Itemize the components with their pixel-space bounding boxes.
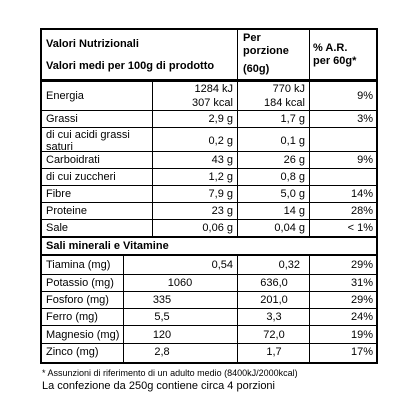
row-v60-fibre: 5,0 g [280, 188, 305, 200]
row-label-energia: Energia [46, 90, 84, 102]
row-ar-carboidrati: 9% [357, 154, 373, 166]
header-subtitle: Valori medi per 100g di prodotto [46, 60, 215, 72]
mineral-v100-zinco: 2,8 [154, 346, 170, 358]
footnote-reference-intake: * Assunzioni di riferimento di un adulto medio (8400kJ/2000kcal) [42, 368, 298, 378]
row-v100-energia-kj: 1284 kJ [194, 83, 233, 95]
divider-after-potassio [40, 291, 378, 292]
header-title: Valori Nutrizionali [46, 38, 139, 50]
divider-after-grassi [40, 127, 378, 128]
row-v100-grassi: 2,9 g [208, 113, 233, 125]
table-border-bottom [40, 362, 378, 364]
mineral-v60-zinco: 1,7 [266, 346, 282, 358]
row-v100-carboidrati: 43 g [211, 154, 233, 166]
row-v100-sale: 0,06 g [202, 222, 233, 234]
row-label-zuccheri: di cui zuccheri [46, 171, 116, 183]
divider-after-tiamina [40, 274, 378, 275]
row-v100-proteine: 23 g [211, 205, 233, 217]
row-label-fibre: Fibre [46, 188, 72, 200]
mineral-v60-fosforo: 201,0 [260, 294, 288, 306]
row-v60-energia-kcal: 184 kcal [264, 97, 305, 109]
header-portion-label-2: porzione [243, 45, 289, 57]
header-ar-label-1: % A.R. [313, 42, 348, 54]
col-divider-m1 [123, 255, 124, 363]
header-divider [40, 79, 378, 82]
row-v60-zuccheri: 0,8 g [280, 171, 305, 183]
col-divider-3 [309, 28, 310, 237]
row-v60-grassi: 1,7 g [280, 113, 305, 125]
mineral-v100-potassio: 1060 [167, 277, 193, 289]
divider-after-magnesio [40, 343, 378, 344]
row-ar-energia: 9% [357, 90, 373, 102]
row-label-saturi-1: di cui acidi grassi [46, 129, 130, 141]
divider-after-fibre [40, 202, 378, 203]
mineral-v100-tiamina: 0,54 [211, 259, 233, 271]
mineral-ar-magnesio: 19% [350, 329, 373, 341]
mineral-label-fosforo: Fosforo (mg) [46, 294, 109, 306]
mineral-v100-fosforo: 335 [152, 294, 172, 306]
row-label-grassi: Grassi [46, 113, 78, 125]
row-label-sale: Sale [46, 222, 69, 234]
row-label-carboidrati: Carboidrati [46, 154, 100, 166]
divider-after-proteine [40, 219, 378, 220]
row-ar-sale: < 1% [347, 222, 373, 234]
row-v60-carboidrati: 26 g [283, 154, 305, 166]
mineral-label-zinco: Zinco (mg) [46, 346, 99, 358]
row-ar-grassi: 3% [357, 113, 373, 125]
mineral-label-magnesio: Magnesio (mg) [46, 329, 120, 341]
col-divider-1 [152, 81, 153, 237]
header-ar-label-2: per 60g* [313, 55, 357, 67]
row-v60-saturi: 0,1 g [280, 135, 305, 147]
col-divider-2 [237, 28, 238, 237]
mineral-ar-ferro: 24% [350, 311, 373, 323]
mineral-ar-potassio: 31% [350, 277, 373, 289]
row-v100-energia-kcal: 307 kcal [192, 97, 233, 109]
divider-after-minerals-heading [40, 254, 378, 256]
row-label-proteine: Proteine [46, 205, 87, 217]
mineral-v60-magnesio: 72,0 [263, 329, 285, 341]
mineral-v100-ferro: 5,5 [154, 311, 170, 323]
row-ar-fibre: 14% [350, 188, 373, 200]
divider-after-carbo [40, 168, 378, 169]
divider-after-fosforo [40, 308, 378, 309]
divider-after-ferro [40, 325, 378, 326]
minerals-heading: Sali minerali e Vitamine [46, 240, 169, 252]
row-ar-proteine: 28% [350, 205, 373, 217]
mineral-label-potassio: Potassio (mg) [46, 277, 114, 289]
divider-after-saturi [40, 151, 378, 152]
mineral-label-tiamina: Tiamina (mg) [46, 259, 111, 271]
header-portion-label-1: Per [243, 32, 261, 44]
mineral-ar-fosforo: 29% [350, 294, 373, 306]
row-v60-sale: 0,04 g [274, 222, 305, 234]
portion-note: La confezione da 250g contiene circa 4 porzioni [42, 380, 275, 392]
mineral-v60-ferro: 3,3 [266, 311, 282, 323]
mineral-ar-zinco: 17% [350, 346, 373, 358]
mineral-v100-magnesio: 120 [152, 329, 172, 341]
header-portion-label-3: (60g) [243, 63, 270, 75]
mineral-label-ferro: Ferro (mg) [46, 311, 98, 323]
divider-after-energy [40, 110, 378, 111]
mineral-ar-tiamina: 29% [350, 259, 373, 271]
row-v60-energia-kj: 770 kJ [272, 83, 305, 95]
mineral-v60-tiamina: 0,32 [278, 259, 300, 271]
table-border-top [40, 28, 378, 30]
row-label-saturi-2: saturi [46, 141, 73, 153]
mineral-v60-potassio: 636,0 [260, 277, 288, 289]
row-v100-saturi: 0,2 g [208, 135, 233, 147]
divider-after-zuccheri [40, 185, 378, 186]
divider-after-sale [40, 236, 378, 238]
row-v100-zuccheri: 1,2 g [208, 171, 233, 183]
row-v100-fibre: 7,9 g [208, 188, 233, 200]
row-v60-proteine: 14 g [283, 205, 305, 217]
